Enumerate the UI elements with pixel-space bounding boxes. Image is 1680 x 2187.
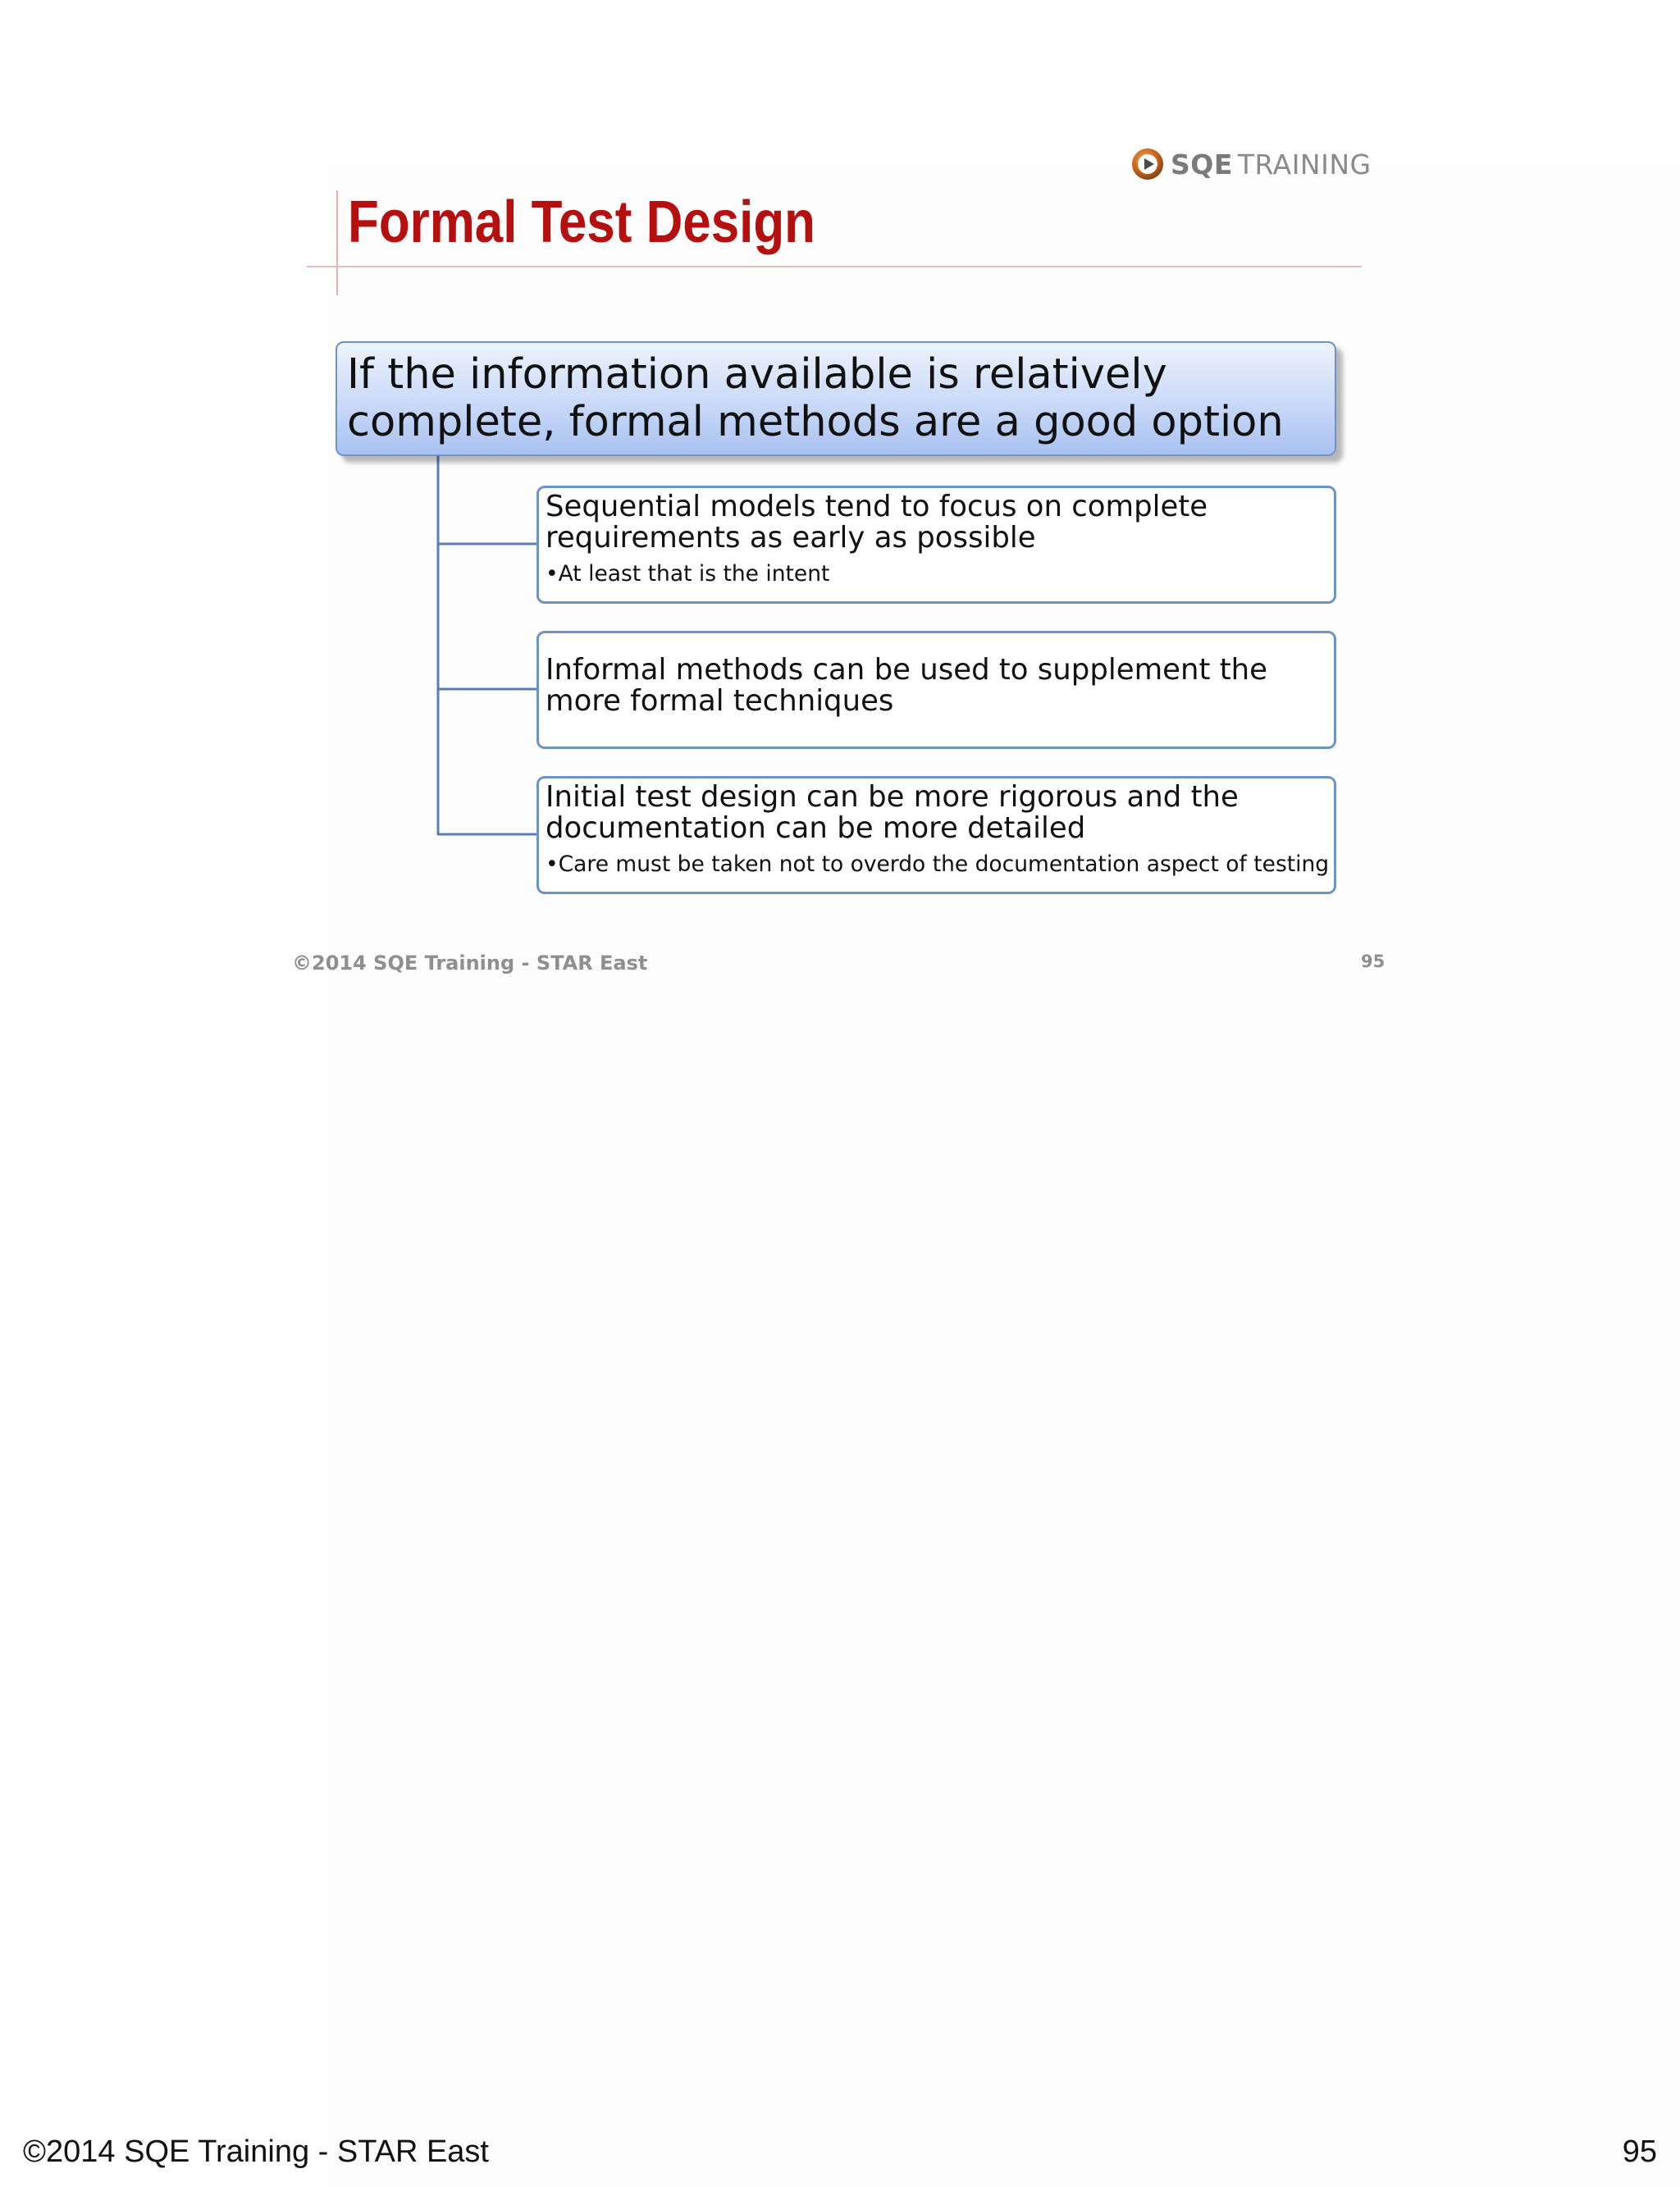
main-statement-line: complete, formal methods are a good option (347, 398, 1284, 446)
logo-training-text: TRAINING (1237, 148, 1372, 180)
sub-point-bullet: •Care must be taken not to overdo the documentation aspect of testing (546, 852, 1330, 877)
page-number: 95 (1622, 2134, 1657, 2169)
sub-point-text: Informal methods can be used to supplement the more formal techniques (546, 653, 1267, 718)
sub-point-text: Initial test design can be more rigorous and the documentation can be more detailed (546, 780, 1239, 845)
sub-point-box-sequential (536, 486, 1336, 604)
logo-sqe-text: SQE (1171, 148, 1233, 180)
main-statement-box (336, 341, 1336, 456)
sub-point-bullet-text: At least that is the intent (558, 561, 830, 587)
sub-point-box-initial-design (536, 776, 1336, 894)
sub-point-box-informal (536, 631, 1336, 749)
slide (290, 131, 1390, 993)
sub-point-bullet: •At least that is the intent (546, 561, 830, 587)
slide-number: 95 (1361, 952, 1386, 971)
sub-point-text: Sequential models tend to focus on complete requirements as early as possible (546, 490, 1208, 555)
main-statement-line: If the information available is relatively (347, 350, 1167, 399)
sub-point-bullet-text: Care must be taken not to overdo the documentation aspect of testing (558, 852, 1330, 877)
page-copyright-footer: ©2014 SQE Training - STAR East (23, 2134, 489, 2169)
slide-title: Formal Test Design (348, 189, 816, 255)
slide-copyright-footer: ©2014 SQE Training - STAR East (292, 952, 648, 975)
